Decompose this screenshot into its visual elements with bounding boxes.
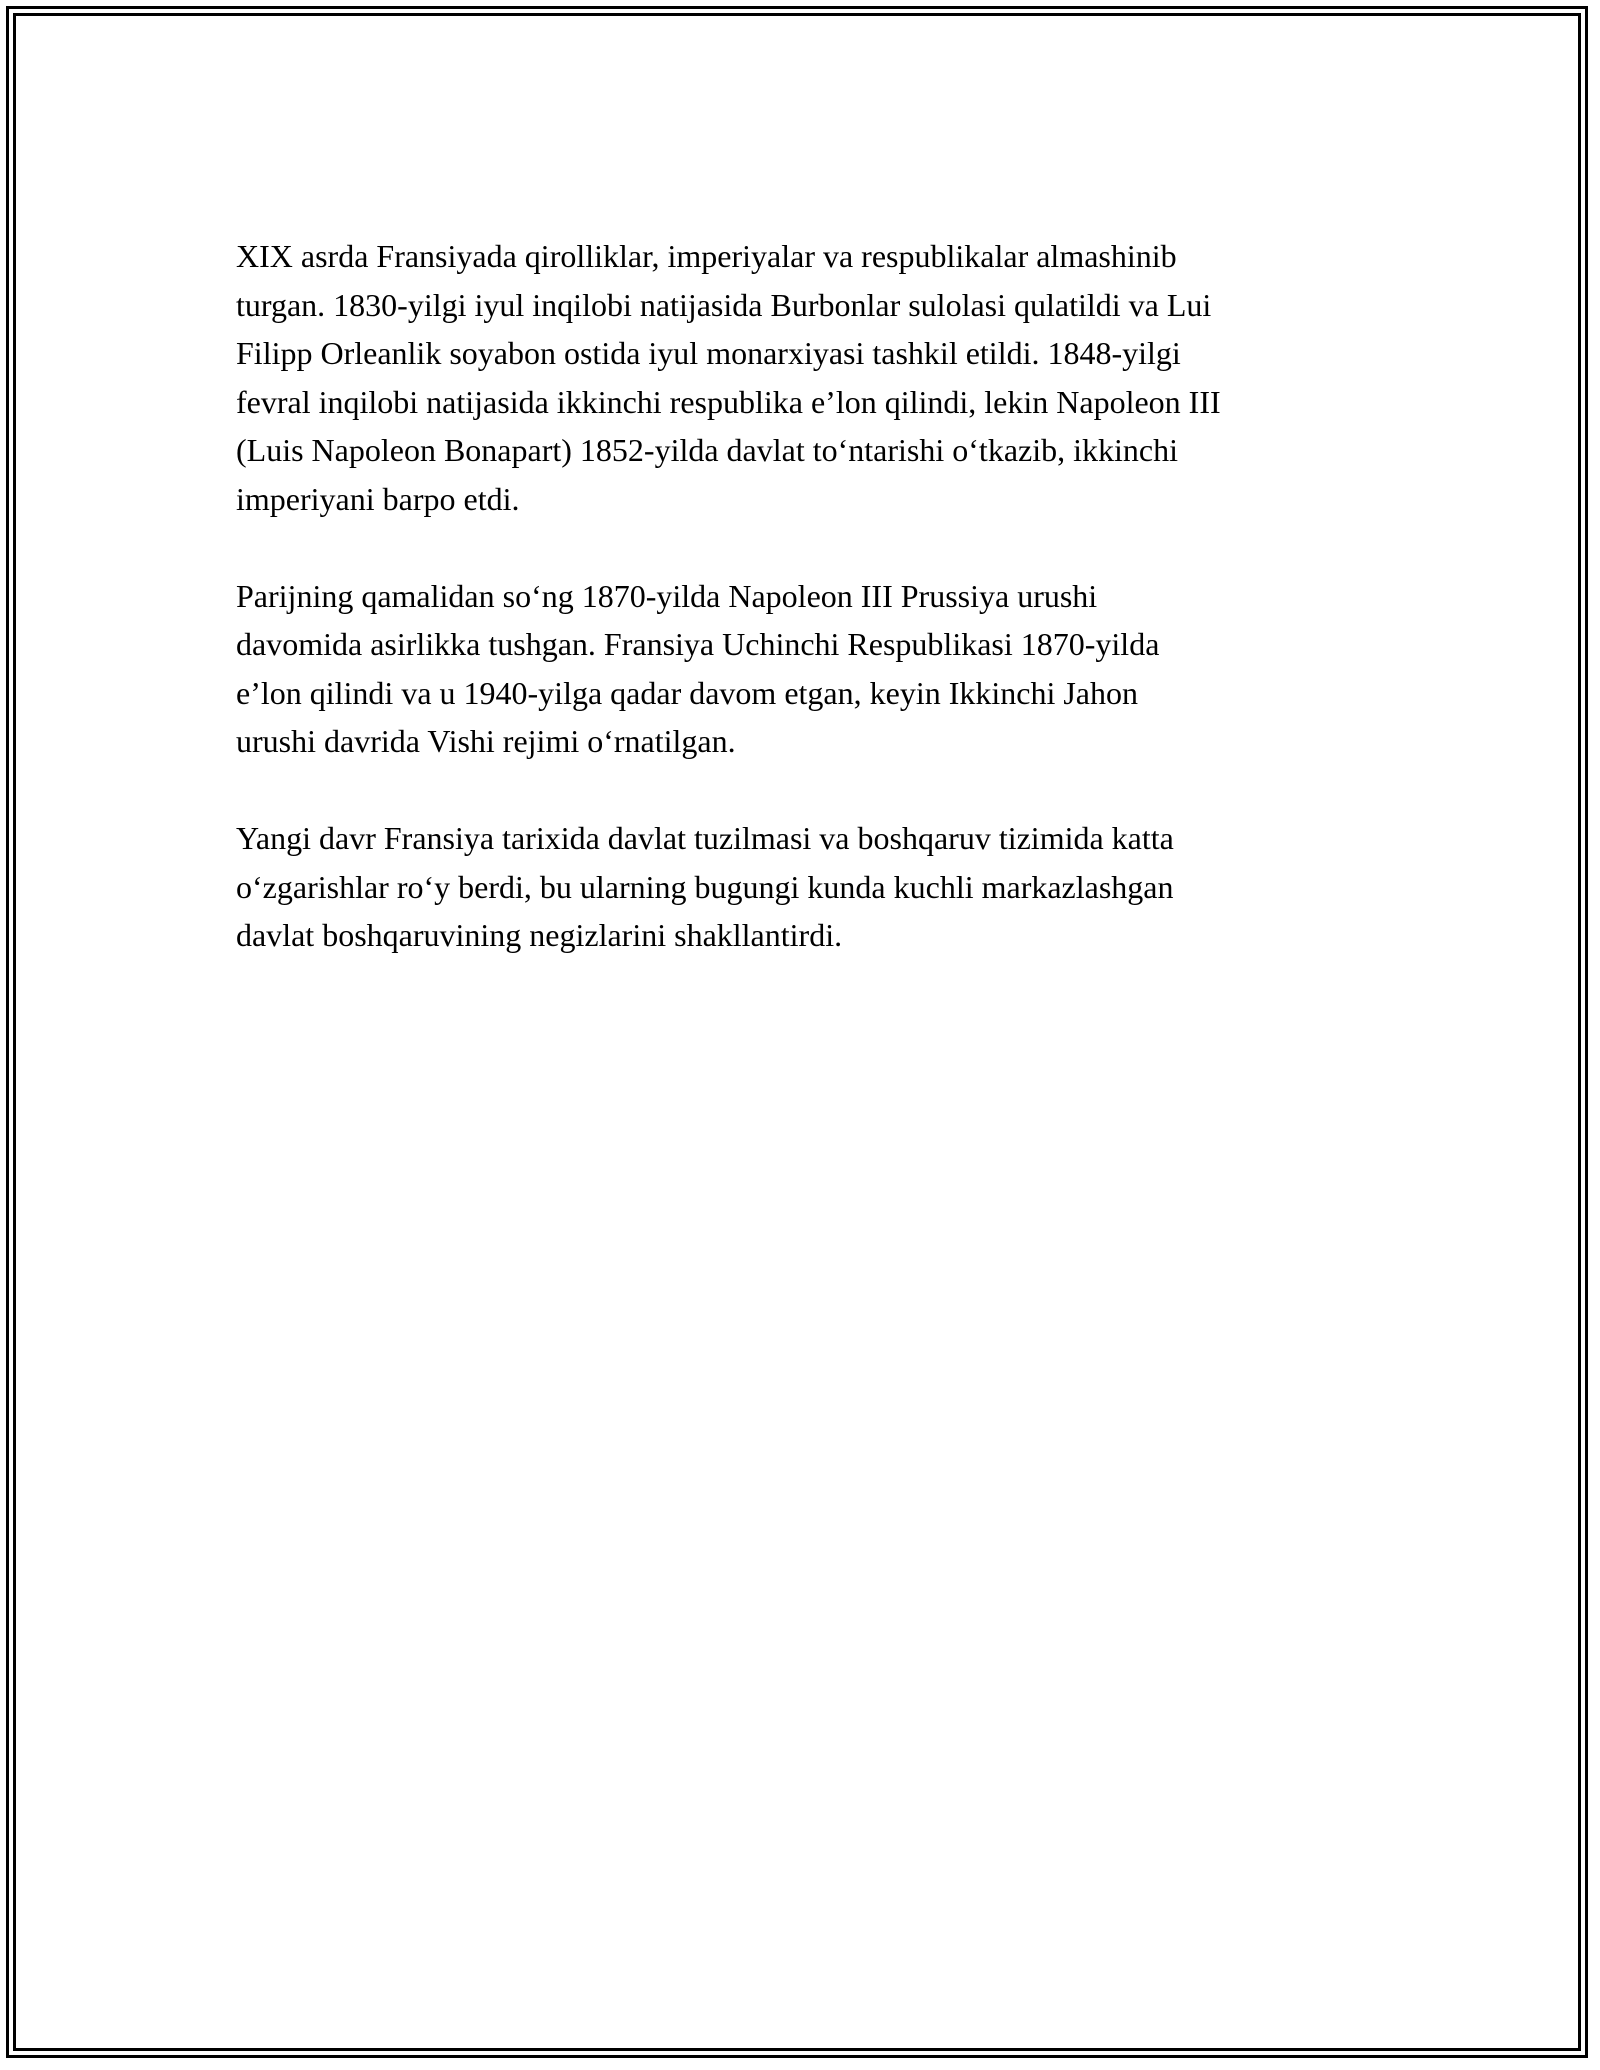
paragraph-3 bbox=[236, 814, 1396, 960]
text-line: Yangi davr Fransiya tarixida davlat tuzilmasi va boshqaruv tizimida katta bbox=[236, 820, 1174, 856]
text-line: XIX asrda Fransiyada qirolliklar, imperiyalar va respublikalar almashinib bbox=[236, 238, 1177, 274]
text-line: e’lon qilindi va u 1940-yilga qadar davom etgan, keyin Ikkinchi Jahon bbox=[236, 674, 1138, 711]
text-line: imperiyani barpo etdi. bbox=[236, 480, 520, 517]
paragraph-2 bbox=[236, 572, 1396, 766]
text-line: davomida asirlikka tushgan. Fransiya Uchinchi Respublikasi 1870-yilda bbox=[236, 626, 1160, 662]
text-line: turgan. 1830-yilgi iyul inqilobi natijasida Burbonlar sulolasi qulatildi va Lui bbox=[236, 286, 1212, 323]
text-line: (Luis Napoleon Bonapart) 1852-yilda davlat to‘ntarishi o‘tkazib, ikkinchi bbox=[236, 432, 1178, 468]
document-body bbox=[236, 232, 1396, 1008]
text-line: o‘zgarishlar ro‘y berdi, bu ularning bugungi kunda kuchli markazlashgan bbox=[236, 868, 1174, 905]
text-line: fevral inqilobi natijasida ikkinchi respublika e’lon qilindi, lekin Napoleon III bbox=[236, 383, 1221, 420]
paragraph-1 bbox=[236, 232, 1396, 523]
text-line: Filipp Orleanlik soyabon ostida iyul monarxiyasi tashkil etildi. 1848-yilgi bbox=[236, 335, 1181, 371]
text-line: davlat boshqaruvining negizlarini shakllantirdi. bbox=[236, 917, 843, 953]
text-line: urushi davrida Vishi rejimi o‘rnatilgan. bbox=[236, 723, 736, 759]
text-line: Parijning qamalidan so‘ng 1870-yilda Napoleon III Prussiya urushi bbox=[236, 577, 1098, 614]
